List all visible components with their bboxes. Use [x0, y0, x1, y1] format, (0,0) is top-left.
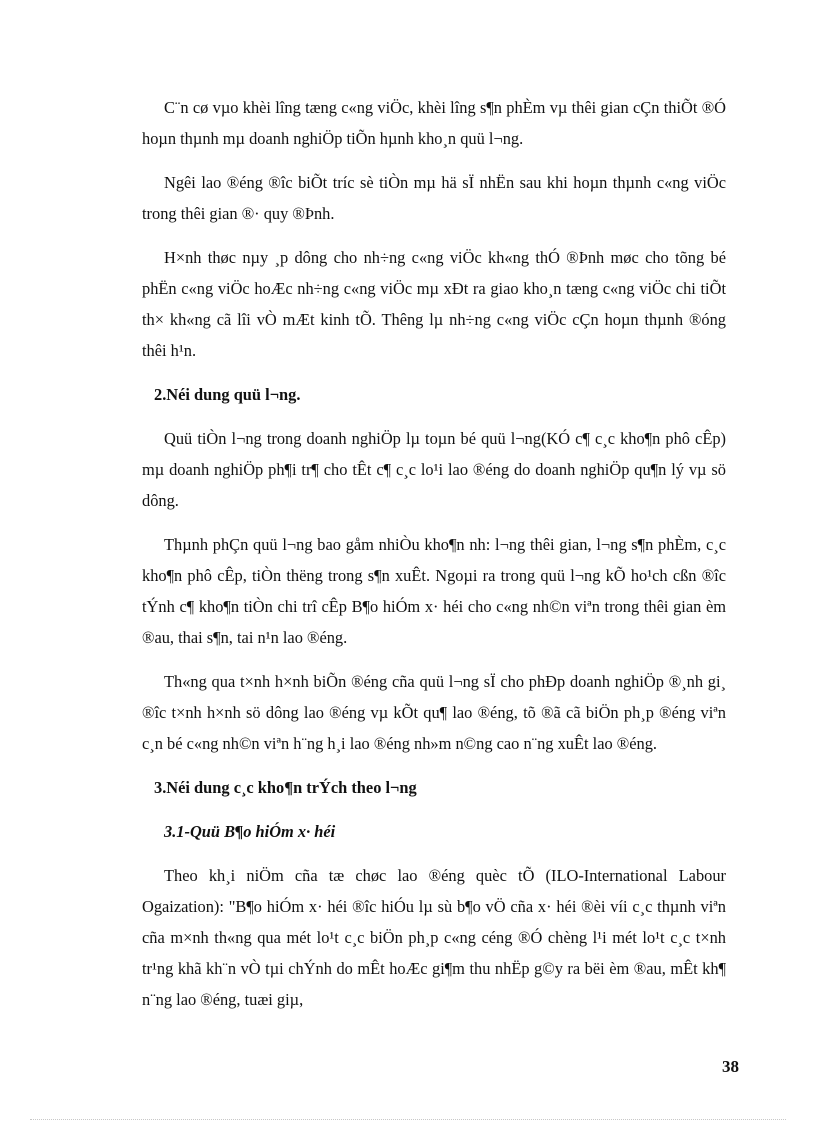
section-heading: 2.Néi dung quü l¬ng. [154, 385, 301, 404]
page-body [142, 92, 726, 1028]
paragraph: Thµnh phÇn quü l¬ng bao gåm nhiÒu kho¶n nh: l¬ng thêi gian, l¬ng s¶n phÈm, c¸c kho¶n phô cÊp, tiÒn thëng trong s¶n xuÊt. Ngoµi ra trong quü l¬ng kÕ ho¹ch cßn ®îc tÝnh c¶ kho¶n tiÒn chi trî cÊp B¶o hiÓm x· héi cho c«ng nh©n viªn trong thêi gian èm ®au, thai s¶n, tai n¹n lao ®éng. [142, 535, 726, 647]
paragraph: C¨n cø vµo khèi lîng tæng c«ng viÖc, khèi lîng s¶n phÈm vµ thêi gian cÇn thiÕt ®Ó hoµn thµnh mµ doanh nghiÖp tiÕn hµnh kho¸n quü l¬ng. [142, 98, 726, 148]
paragraph: H×nh thøc nµy ¸p dông cho nh÷ng c«ng viÖc kh«ng thÓ ®Þnh møc cho tõng bé phËn c«ng viÖc hoÆc nh÷ng c«ng viÖc mµ xÐt ra giao kho¸n tæng c«ng viÖc chi tiÕt th× kh«ng cã lîi vÒ mÆt kinh tÕ. Thêng lµ nh÷ng c«ng viÖc cÇn hoµn thµnh ®óng thêi h¹n. [142, 248, 726, 360]
section-heading: 3.Néi dung c¸c kho¶n trÝch theo l¬ng [154, 778, 417, 797]
paragraph: Quü tiÒn l¬ng trong doanh nghiÖp lµ toµn bé quü l¬ng(KÓ c¶ c¸c kho¶n phô cÊp) mµ doanh nghiÖp ph¶i tr¶ cho tÊt c¶ c¸c lo¹i lao ®éng do doanh nghiÖp qu¶n lý vµ sö dông. [142, 429, 726, 510]
paragraph: Ngêi lao ®éng ®îc biÕt tríc sè tiÒn mµ hä sÏ nhËn sau khi hoµn thµnh c«ng viÖc trong thêi gian ®· quy ®Þnh. [142, 173, 726, 223]
subsection-heading: 3.1-Quü B¶o hiÓm x· héi [164, 822, 336, 841]
page-bottom-divider [30, 1119, 786, 1120]
paragraph: Theo kh¸i niÖm cña tæ chøc lao ®éng quèc tÕ (ILO-International Labour Ogaization): "B¶o hiÓm x· héi ®îc hiÓu lµ sù b¶o vÖ cña x· héi ®èi víi c¸c thµnh viªn cña m×nh th«ng qua mét lo¹t c¸c biÖn ph¸p c«ng céng ®Ó chèng l¹i mét lo¹t c¸c t×nh tr¹ng khã kh¨n vÒ tµi chÝnh do mÊt hoÆc gi¶m thu nhËp g©y ra bëi èm ®au, mÊt kh¶ n¨ng lao ®éng, tuæi giµ, [142, 866, 726, 1009]
page-number: 38 [722, 1057, 739, 1076]
paragraph: Th«ng qua t×nh h×nh biÕn ®éng cña quü l¬ng sÏ cho phÐp doanh nghiÖp ®¸nh gi¸ ®îc t×nh h×nh sö dông lao ®éng vµ kÕt qu¶ lao ®éng, tõ ®ã cã biÖn ph¸p ®éng viªn c¸n bé c«ng nh©n viªn h¨ng h¸i lao ®éng nh»m n©ng cao n¨ng xuÊt lao ®éng. [142, 672, 726, 753]
